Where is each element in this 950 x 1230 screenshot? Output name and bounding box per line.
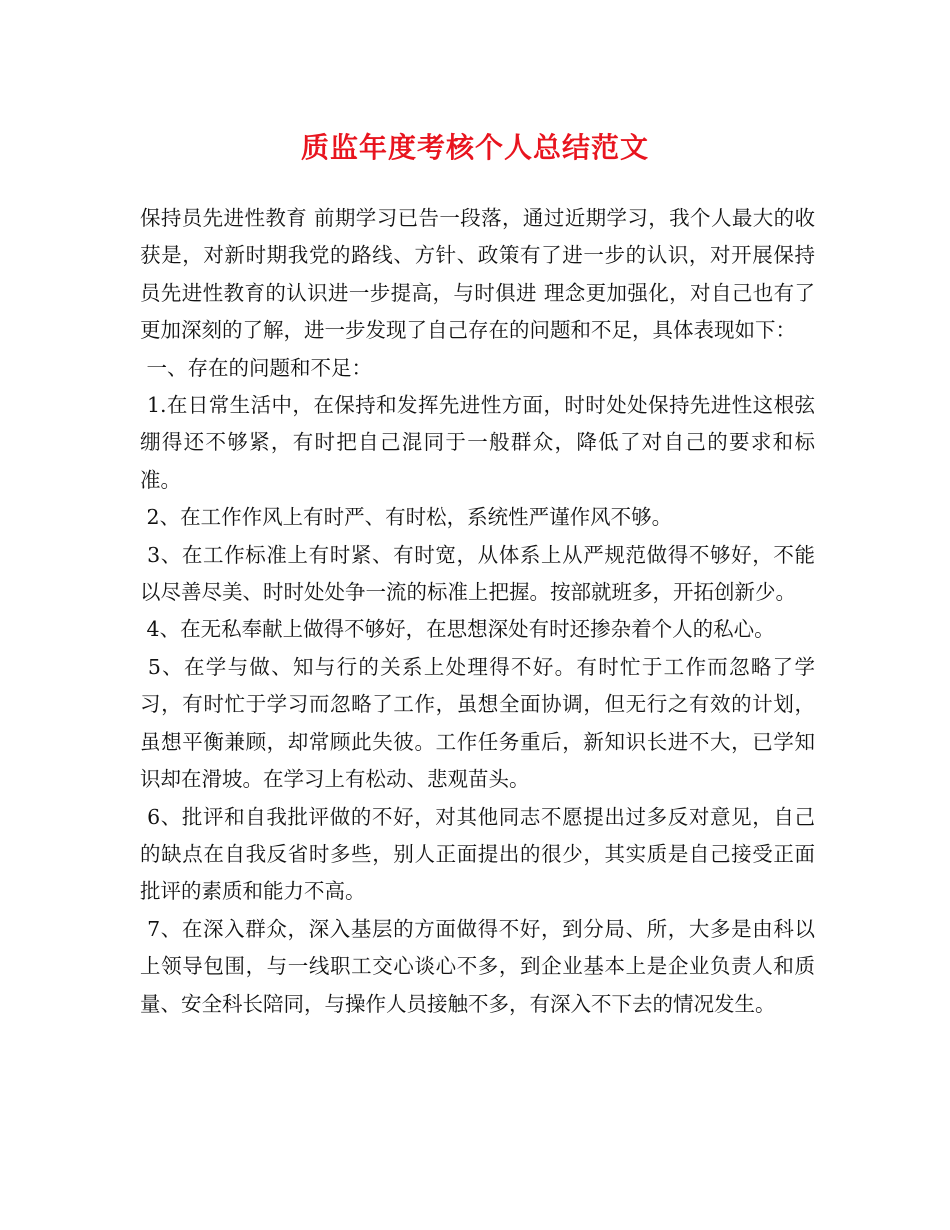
paragraph-item-1: 1.在日常生活中，在保持和发挥先进性方面，时时处处保持先进性这根弦绷得还不够紧，有时把自己混同于一般群众，降低了对自己的要求和标准。 [140, 393, 815, 492]
paragraph-item-5: 5、在学与做、知与行的关系上处理得不好。有时忙于工作而忽略了学习，有时忙于学习而忽略了工作，虽想全面协调，但无行之有效的计划，虽想平衡兼顾，却常顾此失彼。工作任务重后，新知识长进不大，已学知识却在滑坡。在学习上有松动、悲观苗头。 [140, 654, 815, 792]
paragraph-item-2: 2、在工作作风上有时严、有时松，系统性严谨作风不够。 [140, 505, 673, 530]
paragraph-item-7: 7、在深入群众，深入基层的方面做得不好，到分局、所，大多是由科以上领导包围，与一线职工交心谈心不多，到企业基本上是企业负责人和质量、安全科长陪同，与操作人员接触不多，有深入不下去的情况发生。 [140, 916, 815, 1016]
paragraph-intro: 保持员先进性教育 前期学习已告一段落，通过近期学习，我个人最大的收获是，对新时期我党的路线、方针、政策有了进一步的认识，对开展保持员先进性教育的认识进一步提高，与时俱进 理念更加强化，对自己也有了更加深刻的了解，进一步发现了自己存在的问题和不足，具体表现如下： [140, 206, 815, 343]
document-title: 质监年度考核个人总结范文 [300, 131, 649, 164]
paragraph-item-4: 4、在无私奉献上做得不够好，在思想深处有时还掺杂着个人的私心。 [140, 617, 775, 642]
paragraph-item-6: 6、批评和自我批评做的不好，对其他同志不愿提出过多反对意见，自己的缺点在自我反省时多些，别人正面提出的很少，其实质是自己接受正面批评的素质和能力不高。 [140, 804, 815, 904]
paragraph-item-3: 3、在工作标准上有时紧、有时宽，从体系上从严规范做得不够好，不能以尽善尽美、时时处处争一流的标准上把握。按部就班多，开拓创新少。 [140, 542, 815, 605]
paragraph-section-heading: 一、存在的问题和不足： [140, 355, 373, 380]
document-body [140, 200, 815, 1023]
